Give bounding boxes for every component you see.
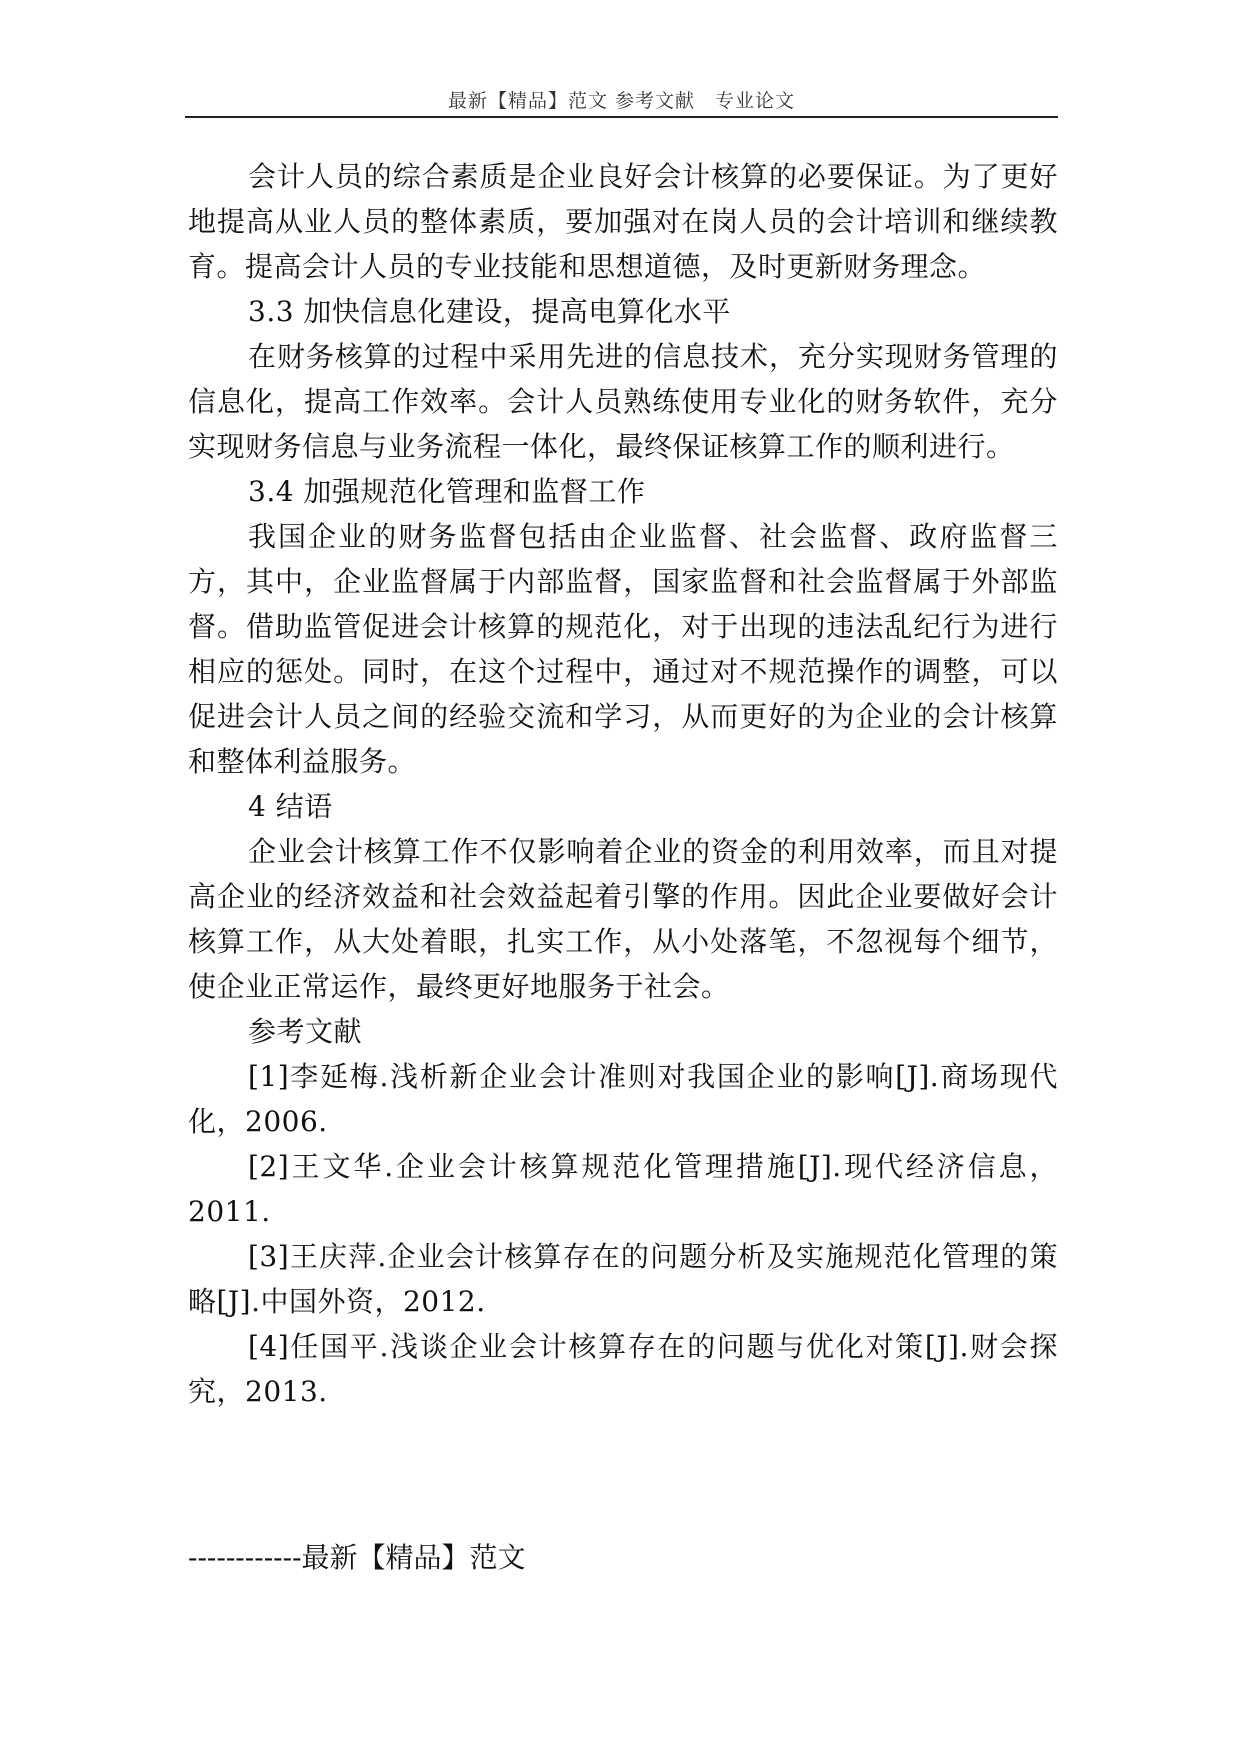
reference-item-3: [3]王庆萍.企业会计核算存在的问题分析及实施规范化管理的策略[J].中国外资，2012. [188,1240,1058,1318]
page-header: 最新【精品】范文 参考文献 专业论文 [447,90,796,112]
paragraph-conclusion: 企业会计核算工作不仅影响着企业的资金的利用效率，而且对提高企业的经济效益和社会效益起着引擎的作用。因此企业要做好会计核算工作，从大处着眼，扎实工作，从小处落笔，不忽视每个细节，使企业正常运作，最终更好地服务于社会。 [188,835,1058,1003]
references-heading: 参考文献 [248,1015,363,1048]
reference-item-1: [1]李延梅.浅析新企业会计准则对我国企业的影响[J].商场现代化，2006. [188,1060,1058,1138]
header-divider [185,116,1058,118]
paragraph-informatization: 在财务核算的过程中采用先进的信息技术，充分实现财务管理的信息化，提高工作效率。会计人员熟练使用专业化的财务软件，充分实现财务信息与业务流程一体化，最终保证核算工作的顺利进行。 [188,340,1058,463]
section-heading-3-3: 3.3 加快信息化建设，提高电算化水平 [248,295,731,328]
reference-item-2: [2]王文华.企业会计核算规范化管理措施[J].现代经济信息，2011. [188,1150,1058,1228]
paragraph-accountant-quality: 会计人员的综合素质是企业良好会计核算的必要保证。为了更好地提高从业人员的整体素质，要加强对在岗人员的会计培训和继续教育。提高会计人员的专业技能和思想道德，及时更新财务理念。 [188,160,1058,283]
page-footer: ------------最新【精品】范文 [188,1541,526,1574]
section-heading-conclusion: 4 结语 [248,790,333,823]
paragraph-supervision: 我国企业的财务监督包括由企业监督、社会监督、政府监督三方，其中，企业监督属于内部监督，国家监督和社会监督属于外部监督。借助监管促进会计核算的规范化，对于出现的违法乱纪行为进行相应的惩处。同时，在这个过程中，通过对不规范操作的调整，可以促进会计人员之间的经验交流和学习，从而更好的为企业的会计核算和整体利益服务。 [188,520,1058,778]
section-heading-3-4: 3.4 加强规范化管理和监督工作 [248,475,646,508]
document-body [188,154,1058,1414]
reference-item-4: [4]任国平.浅谈企业会计核算存在的问题与优化对策[J].财会探究，2013. [188,1330,1058,1408]
